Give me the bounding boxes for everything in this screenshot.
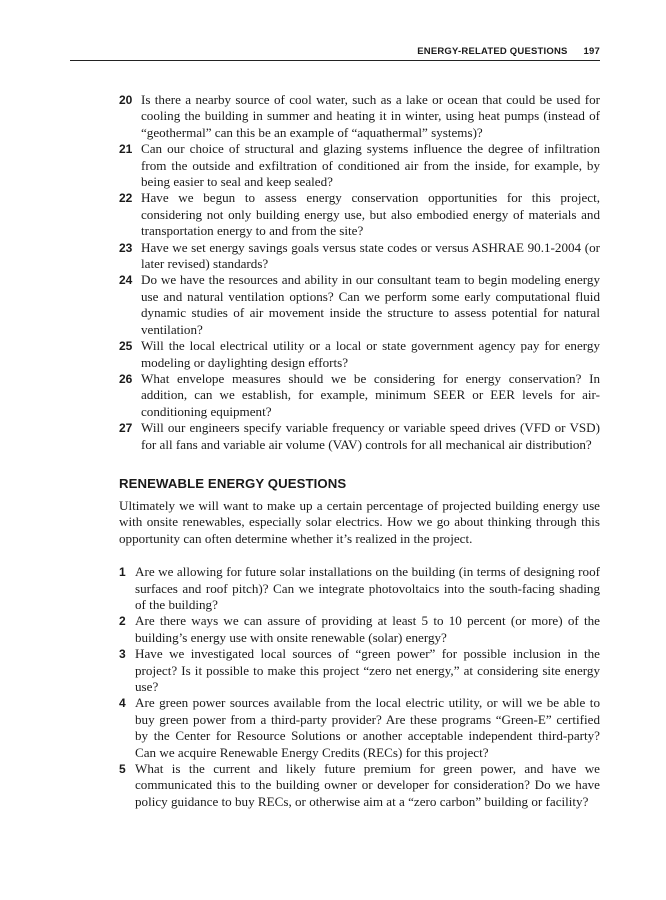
- question-text: Have we set energy savings goals versus state codes or versus ASHRAE 90.1-2004 (or later revised) standards?: [141, 239, 600, 272]
- question-text: Are there ways we can assure of providing at least 5 to 10 percent (or more) of the building’s energy use with onsite renewable (solar) energy?: [135, 613, 600, 645]
- section-intro: Ultimately we will want to make up a certain percentage of projected building energy use with onsite renewables, especially solar electrics. How we go about thinking through this opportunity can often determine whether it’s realized in the project.: [119, 497, 600, 546]
- question-number: 5: [119, 762, 126, 777]
- energy-questions-list: [119, 92, 600, 453]
- section-heading: RENEWABLE ENERGY QUESTIONS: [119, 475, 347, 491]
- list-item: [119, 371, 600, 420]
- question-text: Do we have the resources and ability in our consultant team to begin modeling energy use and natural ventilation options? Can we perform some early computational fluid dynamic studies of air movement inside the structure to assess potential for natural ventilation?: [141, 272, 600, 337]
- question-text: Will the local electrical utility or a local or state government agency pay for energy modeling or daylighting design efforts?: [141, 338, 600, 370]
- question-number: 20: [119, 93, 133, 107]
- list-item: [119, 695, 600, 761]
- list-item: [119, 420, 600, 453]
- question-text: What envelope measures should we be considering for energy conservation? In addition, can we establish, for example, minimum SEER or EER levels for air-conditioning equipment?: [141, 370, 600, 419]
- list-item: [119, 141, 600, 190]
- question-text: Will our engineers specify variable frequency or variable speed drives (VFD or VSD) for all fans and variable air volume (VAV) controls for all mechanical air distribution?: [141, 420, 600, 452]
- question-number: 2: [119, 614, 126, 629]
- list-item: [119, 613, 600, 646]
- question-text: Can our choice of structural and glazing systems influence the degree of infiltration from the outside and exfiltration of conditioned air from the inside, for example, by being easier to seal and keep sealed?: [141, 141, 600, 190]
- question-text: Have we begun to assess energy conservation opportunities for this project, considering not only building energy use, but also embodied energy of materials and transportation energy to and from the site?: [141, 190, 600, 239]
- running-head-title: ENERGY-RELATED QUESTIONS: [417, 46, 568, 57]
- question-number: 1: [119, 565, 126, 580]
- question-number: 4: [119, 696, 126, 711]
- header-rule: [70, 60, 600, 61]
- page-body: [119, 92, 600, 810]
- question-text: Have we investigated local sources of “green power” for possible inclusion in the project? Is it possible to make this project “zero net energy,” at considering site energy use?: [135, 646, 600, 694]
- list-item: [119, 240, 600, 273]
- question-text: Are green power sources available from the local electric utility, or will we be able to buy green power from a third-party provider? Are these programs “Green-E” certified by the Center for Resource Solutions or another acceptable independent third-party? Can we acquire Renewable Energy Credits (RECs) for this project?: [135, 695, 600, 760]
- list-item: [119, 190, 600, 239]
- list-item: [119, 338, 600, 371]
- list-item: [119, 272, 600, 338]
- list-item: [119, 564, 600, 613]
- list-item: [119, 92, 600, 141]
- question-number: 25: [119, 339, 133, 354]
- question-number: 21: [119, 142, 133, 157]
- question-number: 26: [119, 371, 133, 386]
- running-head: [70, 46, 600, 60]
- list-item: [119, 761, 600, 810]
- renewable-questions-list: [119, 564, 600, 810]
- question-number: 3: [119, 647, 126, 662]
- question-text: Are we allowing for future solar installations on the building (in terms of designing roof surfaces and roof pitch)? Can we integrate photovoltaics into the south-facing shading of the building?: [135, 564, 600, 612]
- list-item: [119, 646, 600, 695]
- question-number: 23: [119, 240, 133, 255]
- question-number: 27: [119, 421, 133, 436]
- page-number: 197: [583, 46, 600, 57]
- question-text: Is there a nearby source of cool water, such as a lake or ocean that could be used for cooling the building in summer and heating it in winter, using heat pumps (instead of “geothermal” can this be an example of “aquathermal” systems)?: [141, 92, 600, 140]
- question-number: 22: [119, 191, 133, 206]
- question-text: What is the current and likely future premium for green power, and have we communicated this to the building owner or developer for consideration? Do we have policy guidance to buy RECs, or otherwise aim at a “zero carbon” building or facility?: [135, 761, 600, 809]
- question-number: 24: [119, 273, 133, 288]
